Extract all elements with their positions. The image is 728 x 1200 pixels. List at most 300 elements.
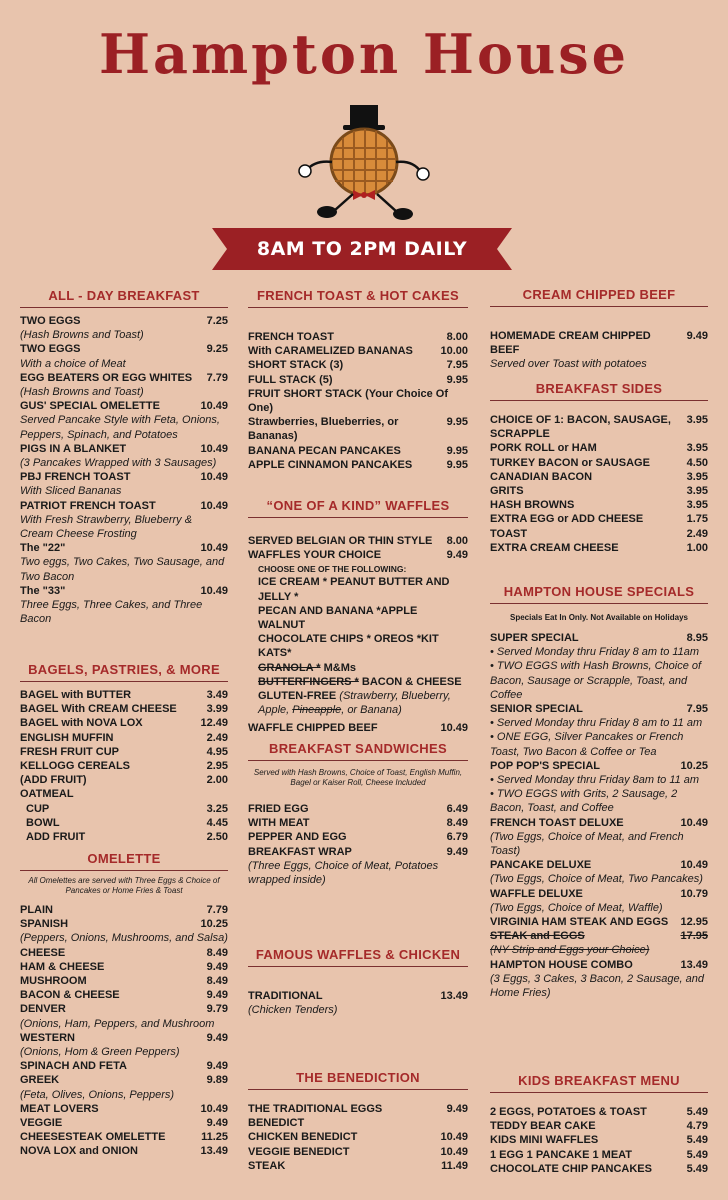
section-title: KIDS BREAKFAST MENU (490, 1073, 708, 1093)
menu-item (20, 314, 228, 328)
item-name: GUS' SPECIAL OMELETTE (20, 400, 160, 413)
menu-item (20, 745, 228, 759)
menu-item (248, 415, 468, 443)
section-all-day-breakfast (20, 288, 228, 626)
menu-item (248, 330, 468, 344)
restaurant-title: Hampton House (99, 22, 629, 86)
item-price: 3.49 (206, 689, 228, 701)
item-description: (Two Eggs, Choice of Meat, Two Pancakes) (490, 873, 703, 886)
item-price: 8.49 (206, 946, 228, 959)
item-price: 6.79 (446, 831, 468, 844)
item-name: EXTRA CREAM CHEESE (490, 541, 619, 554)
section-note: All Omelettes are served with Three Eggs & Choice of Pancakes or Home Fries & Toast (28, 876, 220, 895)
item-name: BAGEL with NOVA LOX (20, 717, 143, 730)
item-name: FRENCH TOAST (248, 331, 334, 343)
menu-item (490, 1133, 708, 1147)
item-price: 10.25 (680, 759, 708, 772)
item-price: 3.95 (686, 499, 708, 512)
item-description: (Onions, Ham, Peppers, and Mushroom (20, 1017, 215, 1030)
menu-item (248, 548, 468, 562)
menu-item (490, 498, 708, 512)
item-price: 9.95 (446, 373, 468, 386)
menu-list (248, 802, 468, 887)
item-name: PIGS IN A BLANKET (20, 442, 127, 455)
item-description: (3 Pancakes Wrapped with 3 Sausages) (20, 457, 217, 470)
item-name: WAFFLES YOUR CHOICE (248, 549, 382, 562)
section-title: BREAKFAST SIDES (490, 381, 708, 401)
item-name: ADD FRUIT (26, 831, 86, 844)
menu-item (490, 329, 708, 357)
item-name: TOAST (490, 527, 528, 540)
item-price: 2.49 (686, 527, 708, 540)
section-title: HAMPTON HOUSE SPECIALS (490, 584, 708, 604)
item-price: 3.95 (686, 414, 708, 426)
choose-heading: CHOOSE ONE OF THE FOLLOWING: (258, 564, 407, 575)
menu-item (20, 499, 228, 513)
item-price: 10.49 (200, 499, 228, 512)
menu-item (248, 989, 468, 1003)
item-name: The "33" (20, 584, 66, 597)
item-price: 10.49 (200, 442, 228, 455)
item-price: 9.49 (206, 1060, 228, 1073)
item-price: 10.00 (440, 345, 468, 358)
item-name: PBJ FRENCH TOAST (20, 471, 131, 484)
item-name: BOWL (26, 816, 60, 829)
menu-item (490, 1162, 708, 1176)
section-title: THE BENEDICTION (248, 1070, 468, 1090)
item-price: 9.25 (206, 343, 228, 356)
menu-item (490, 441, 708, 455)
item-price: 10.49 (200, 584, 228, 597)
item-price: 9.79 (206, 1003, 228, 1016)
item-name: PEPPER AND EGG (248, 831, 347, 844)
item-price: 4.79 (686, 1120, 708, 1133)
item-description: (Two Eggs, Choice of Meat, Waffle) (490, 901, 663, 914)
item-name: OATMEAL (20, 788, 74, 801)
menu-item (248, 1102, 468, 1130)
waffle-option: PECAN AND BANANA *APPLE WALNUT (258, 604, 418, 632)
item-price: 13.49 (680, 958, 708, 971)
section-title: “ONE OF A KIND” WAFFLES (248, 498, 468, 518)
menu-item (20, 988, 228, 1002)
item-name: CUP (26, 802, 50, 815)
item-price: 3.95 (686, 470, 708, 483)
menu-item (490, 958, 708, 972)
item-price: 10.49 (440, 1145, 468, 1158)
item-price: 9.49 (206, 1117, 228, 1130)
item-name: BREAKFAST WRAP (248, 845, 352, 858)
item-price: 8.00 (446, 535, 468, 547)
menu-item (248, 830, 468, 844)
menu-item (20, 787, 228, 801)
item-description: • Served Monday thru Friday 8 am to 11 am • ONE EGG, Silver Pancakes or French Toast, Two Bacon & Coffee or Tea (490, 717, 703, 758)
menu-item (248, 845, 468, 859)
item-price: 1.75 (686, 513, 708, 526)
item-description: With a choice of Meat (20, 357, 126, 370)
waffle-option: BUTTERFINGERS * BACON & CHEESE (258, 675, 462, 688)
item-price: 8.49 (206, 975, 228, 988)
menu-item (20, 702, 228, 716)
menu-item (20, 773, 228, 787)
item-price: 11.25 (201, 1131, 228, 1144)
menu-item (20, 1116, 228, 1130)
item-name: NOVA LOX and ONION (20, 1145, 138, 1158)
menu-item (248, 373, 468, 387)
menu-item (248, 816, 468, 830)
item-name: CHEESESTEAK OMELETTE (20, 1131, 166, 1144)
item-name: 2 EGGS, POTATOES & TOAST (490, 1106, 647, 1118)
section-omelette (20, 851, 228, 1159)
item-name: CHICKEN BENEDICT (248, 1131, 358, 1144)
item-price: 7.95 (686, 703, 708, 716)
menu-item (20, 946, 228, 960)
item-name: HAM & CHEESE (20, 960, 105, 973)
struck-option: Pineapple (292, 704, 342, 717)
menu-list (20, 314, 228, 626)
item-price: 12.95 (680, 916, 708, 929)
item-name: HOMEMADE CREAM CHIPPED BEEF (490, 330, 651, 357)
menu-item (20, 802, 228, 816)
item-name: TURKEY BACON or SAUSAGE (490, 456, 650, 469)
menu-item (490, 456, 708, 470)
waffle-option: CHOCOLATE CHIPS * OREOS *KIT KATS* (258, 633, 439, 660)
item-name: (ADD FRUIT) (20, 774, 87, 787)
item-price: 12.49 (200, 717, 228, 730)
item-name: CHOCOLATE CHIP PANCAKES (490, 1162, 652, 1175)
item-price: 10.49 (680, 816, 708, 829)
item-price: 11.49 (441, 1159, 468, 1172)
item-name: SPINACH AND FETA (20, 1060, 127, 1073)
item-name: FRENCH TOAST DELUXE (490, 816, 624, 829)
menu-list (248, 1102, 468, 1173)
item-name: POP POP'S SPECIAL (490, 759, 600, 772)
item-name: THE TRADITIONAL EGGS BENEDICT (248, 1103, 383, 1130)
item-price: 10.49 (440, 1131, 468, 1144)
item-price: 9.49 (206, 960, 228, 973)
menu-list (248, 534, 468, 562)
item-name: APPLE CINNAMON PANCAKES (248, 458, 413, 471)
item-name: FRIED EGG (248, 803, 309, 815)
item-name: VEGGIE BENEDICT (248, 1145, 350, 1158)
item-name: KELLOGG CEREALS (20, 760, 131, 773)
menu-item (490, 470, 708, 484)
item-name: KIDS MINI WAFFLES (490, 1134, 599, 1147)
item-price: 4.95 (206, 745, 228, 758)
hours-text: 8AM TO 2PM DAILY (256, 238, 468, 260)
item-description: • Served Monday thru Friday 8 am to 11am • TWO EGGS with Hash Browns, Choice of Bacon, Sausage or Scrapple, Toast, and Coffee (490, 646, 702, 701)
menu-item (20, 1130, 228, 1144)
section-note: Specials Eat In Only. Not Available on Holidays (510, 613, 688, 622)
item-price: 2.49 (206, 731, 228, 744)
item-price: 10.49 (200, 471, 228, 484)
item-name: 1 EGG 1 PANCAKE 1 MEAT (490, 1148, 633, 1161)
menu-item (20, 688, 228, 702)
item-price: 9.49 (206, 989, 228, 1002)
menu-item (248, 344, 468, 358)
menu-item (20, 1059, 228, 1073)
item-name: TWO EGGS (20, 315, 81, 327)
item-name: FRESH FRUIT CUP (20, 745, 119, 758)
item-name: HAMPTON HOUSE COMBO (490, 958, 633, 971)
menu-item (248, 802, 468, 816)
item-name: WAFFLE DELUXE (490, 887, 583, 900)
item-price: 5.49 (686, 1134, 708, 1147)
menu-item (20, 974, 228, 988)
item-price: 9.49 (446, 1103, 468, 1115)
item-name: VEGGIE (20, 1117, 63, 1130)
section-title: FRENCH TOAST & HOT CAKES (248, 288, 468, 308)
item-price: 6.49 (446, 803, 468, 815)
menu-item (490, 816, 708, 830)
item-description: (Chicken Tenders) (248, 1004, 338, 1017)
section-bagels-pastries (20, 662, 228, 844)
menu-item (490, 759, 708, 773)
menu-item (490, 915, 708, 929)
item-description: Served Pancake Style with Feta, Onions, Peppers, Spinach, and Potatoes (20, 414, 220, 441)
item-price: 7.79 (206, 371, 228, 384)
menu-item (20, 731, 228, 745)
menu-item (20, 442, 228, 456)
item-name: SERVED BELGIAN OR THIN STYLE (248, 535, 433, 547)
menu-item (20, 759, 228, 773)
section-french-toast (248, 288, 468, 472)
item-name: SUPER SPECIAL (490, 632, 579, 644)
menu-item (490, 929, 708, 943)
item-name: MEAT LOVERS (20, 1102, 99, 1115)
gluten-free-option: GLUTEN-FREE (Strawberry, Blueberry, Apple, Pineapple, or Banana) (258, 690, 451, 717)
item-name: TRADITIONAL (248, 990, 323, 1002)
menu-item (490, 1148, 708, 1162)
item-description: (Two Eggs, Choice of Meat, and French Toast) (490, 830, 684, 858)
struck-option: BUTTERFINGERS * (258, 675, 359, 688)
item-price: 3.95 (686, 442, 708, 455)
struck-option: GRANOLA * (258, 661, 321, 674)
menu-item (20, 371, 228, 385)
section-title: ALL - DAY BREAKFAST (20, 288, 228, 308)
menu-item (248, 358, 468, 372)
item-description: (Peppers, Onions, Mushrooms, and Salsa) (20, 932, 228, 945)
item-description: Three Eggs, Three Cakes, and Three Bacon (20, 599, 203, 626)
menu-item (20, 470, 228, 484)
menu-item (248, 444, 468, 458)
section-title: FAMOUS WAFFLES & CHICKEN (248, 947, 468, 967)
menu-item (20, 830, 228, 844)
item-description: (Hash Browns and Toast) (20, 386, 144, 399)
menu-list (248, 330, 468, 472)
menu-list (20, 903, 228, 1159)
section-kids-menu (490, 1073, 708, 1176)
menu-item (20, 1144, 228, 1158)
item-price: 2.95 (206, 760, 228, 773)
item-name: BAGEL With CREAM CHEESE (20, 703, 177, 716)
item-description: (Hash Browns and Toast) (20, 329, 144, 342)
item-name: TEDDY BEAR CAKE (490, 1120, 596, 1133)
item-name: WITH MEAT (248, 817, 310, 830)
item-name: FRUIT SHORT STACK (Your Choice Of One) (248, 387, 449, 415)
item-price: 9.49 (206, 1031, 228, 1044)
menu-item (20, 716, 228, 730)
item-name: PANCAKE DELUXE (490, 859, 592, 872)
item-price: 2.00 (206, 774, 228, 787)
item-name: PLAIN (20, 904, 53, 916)
item-price: 5.49 (686, 1162, 708, 1175)
item-price: 9.49 (446, 845, 468, 858)
menu-item (20, 1073, 228, 1087)
item-price: 13.49 (200, 1145, 228, 1158)
item-name: With CARAMELIZED BANANAS (248, 345, 413, 358)
menu-item (248, 1159, 468, 1173)
item-name: HASH BROWNS (490, 499, 575, 512)
item-price: 9.95 (446, 444, 468, 457)
item-name: BACON & CHEESE (20, 989, 120, 1002)
menu-item (490, 1105, 708, 1119)
section-title: CREAM CHIPPED BEEF (490, 287, 708, 307)
item-price: 7.25 (206, 315, 228, 327)
item-name: CHOICE OF 1: BACON, SAUSAGE, SCRAPPLE (490, 414, 671, 441)
item-name: The "22" (20, 542, 66, 555)
item-price: 5.49 (686, 1148, 708, 1161)
section-waffles (248, 498, 468, 736)
menu-item (20, 342, 228, 356)
menu-item (20, 584, 228, 598)
item-description: • Served Monday thru Friday 8am to 11 am • TWO EGGS with Grits, 2 Sausage, 2 Bacon, Toast, and Coffee (490, 774, 700, 815)
item-price: 17.95 (680, 930, 708, 943)
item-name: Strawberries, Blueberries, or Bananas) (248, 416, 399, 443)
menu-item (20, 541, 228, 555)
item-price: 1.00 (686, 541, 708, 554)
item-price: 10.49 (680, 859, 708, 872)
item-name: GREEK (20, 1074, 60, 1087)
item-price: 10.25 (200, 918, 228, 931)
menu-item (490, 887, 708, 901)
menu-item (490, 484, 708, 498)
item-price: 10.49 (200, 1102, 228, 1115)
menu-item (490, 413, 708, 441)
section-title: BAGELS, PASTRIES, & MORE (20, 662, 228, 682)
item-name: SPANISH (20, 918, 69, 931)
item-name: CHEESE (20, 946, 66, 959)
section-title: BREAKFAST SANDWICHES (248, 741, 468, 761)
menu-item (20, 816, 228, 830)
menu-item (248, 534, 468, 548)
item-name: SHORT STACK (3) (248, 359, 344, 372)
waffle-mascot-logo (295, 100, 435, 225)
item-price: 9.95 (446, 458, 468, 471)
item-price: 3.95 (686, 485, 708, 498)
item-description: (Three Eggs, Choice of Meat, Potatoes wrapped inside) (248, 859, 439, 887)
section-benediction (248, 1070, 468, 1173)
menu-list (490, 329, 708, 372)
item-description: Two eggs, Two Cakes, Two Sausage, and Two Bacon (20, 556, 225, 583)
item-price: 3.99 (206, 703, 228, 716)
item-description: (Feta, Olives, Onions, Peppers) (20, 1088, 175, 1101)
item-price: 8.95 (686, 632, 708, 644)
item-name: CANADIAN BACON (490, 470, 593, 483)
section-hampton-specials (490, 584, 708, 1000)
menu-item (20, 399, 228, 413)
item-price: 4.45 (206, 816, 228, 829)
item-price: 3.25 (206, 802, 228, 815)
item-name: STEAK (248, 1159, 286, 1172)
item-price: 10.49 (200, 542, 228, 555)
menu-item (20, 903, 228, 917)
menu-item (20, 1031, 228, 1045)
item-name: WESTERN (20, 1031, 75, 1044)
item-name: EGG BEATERS OR EGG WHITES (20, 371, 193, 384)
item-description: (3 Eggs, 3 Cakes, 3 Bacon, 2 Sausage, and Home Fries) (490, 972, 705, 1000)
item-description: (NY Strip and Eggs your Choice) (490, 944, 650, 957)
item-price: 8.49 (446, 817, 468, 830)
item-price: 9.49 (446, 549, 468, 562)
item-price: 9.89 (206, 1074, 228, 1087)
menu-list (490, 1105, 708, 1176)
section-famous-waffles-chicken (248, 947, 468, 1017)
item-price: 9.49 (686, 330, 708, 342)
menu-item (490, 541, 708, 555)
menu-list (490, 413, 708, 555)
menu-item (248, 1145, 468, 1159)
item-name: TWO EGGS (20, 343, 81, 356)
item-description: With Fresh Strawberry, Blueberry & Cream Cheese Frosting (20, 513, 193, 541)
item-name: FULL STACK (5) (248, 373, 333, 386)
section-breakfast-sandwiches (248, 741, 468, 887)
item-price: 7.95 (446, 359, 468, 372)
item-price: 9.95 (446, 416, 468, 429)
item-name: VIRGINIA HAM STEAK AND EGGS (490, 916, 669, 929)
item-price: 2.50 (206, 831, 228, 844)
menu-item (248, 1130, 468, 1144)
menu-item (490, 631, 708, 645)
item-name: SENIOR SPECIAL (490, 703, 583, 716)
menu-list (20, 688, 228, 844)
item-description: (Onions, Hom & Green Peppers) (20, 1046, 180, 1059)
menu-item (20, 917, 228, 931)
menu-list (490, 631, 708, 1000)
waffle-option: GRANOLA * M&Ms (258, 661, 356, 674)
item-name: BANANA PECAN PANCAKES (248, 444, 401, 457)
item-name: DENVER (20, 1003, 66, 1016)
section-cream-chipped-beef (490, 287, 708, 372)
item-price: 7.79 (206, 904, 228, 916)
item-name: STEAK and EGGS (490, 930, 585, 943)
menu-item (20, 1102, 228, 1116)
waffle-option: ICE CREAM * PEANUT BUTTER AND JELLY * (258, 576, 450, 603)
item-price: 5.49 (686, 1106, 708, 1118)
menu-item (490, 1119, 708, 1133)
menu-list (248, 989, 468, 1017)
item-name: MUSHROOM (20, 975, 87, 988)
item-price: 4.50 (686, 456, 708, 469)
menu-item (490, 512, 708, 526)
item-name: ENGLISH MUFFIN (20, 731, 114, 744)
menu-item (248, 387, 468, 415)
menu-item (490, 527, 708, 541)
item-name: PORK ROLL or HAM (490, 442, 597, 455)
menu-item (20, 1002, 228, 1016)
section-note: Served with Hash Browns, Choice of Toast, English Muffin, Bagel or Kaiser Roll, Cheese Included (253, 768, 463, 787)
section-breakfast-sides (490, 381, 708, 555)
item-name: EXTRA EGG or ADD CHEESE (490, 513, 644, 526)
item-price: 8.00 (446, 331, 468, 343)
item-description: With Sliced Bananas (20, 485, 122, 498)
item-name: PATRIOT FRENCH TOAST (20, 499, 156, 512)
section-title: OMELETTE (20, 851, 228, 871)
menu-item (20, 960, 228, 974)
waffle-options (248, 563, 468, 717)
menu-item (490, 858, 708, 872)
item-price: 13.49 (440, 990, 468, 1002)
item-name: BAGEL with BUTTER (20, 689, 132, 701)
